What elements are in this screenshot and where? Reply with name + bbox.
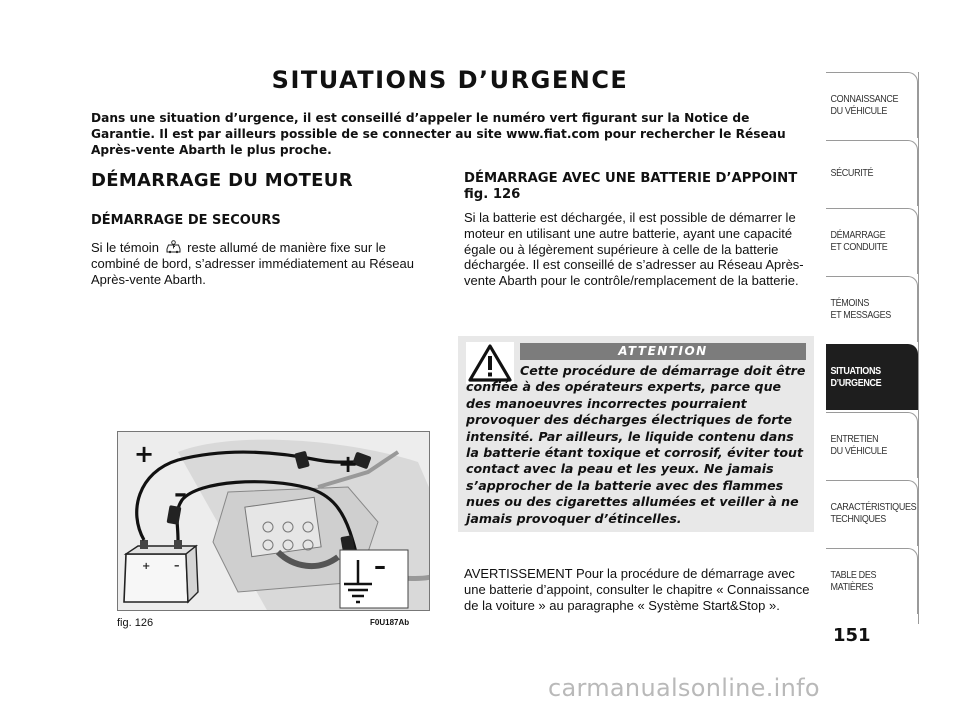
tab-demarrage-et-conduite[interactable] <box>826 208 918 274</box>
booster-minus-mark: – <box>174 559 180 572</box>
start-stop-note: AVERTISSEMENT Pour la procédure de démarrage avec une batterie d’appoint, consulter le chapitre « Connaissance de la voiture » au paragraphe « Système Start&Stop ». <box>464 566 810 613</box>
section-heading-engine-start: DÉMARRAGE DU MOTEUR <box>91 170 353 191</box>
paragraph-end: reste allumé de manière fixe sur le combiné de bord, s’adresser immédiatement au Réseau Après-vente Abarth. <box>91 240 415 287</box>
tab-label: SÉCURITÉ <box>830 167 874 179</box>
positive-sign-left: + <box>134 440 155 468</box>
tab-situations-d-urgence[interactable] <box>826 344 918 410</box>
ground-minus-sign: – <box>374 552 386 580</box>
section-heading-booster-battery: DÉMARRAGE AVEC UNE BATTERIE D’APPOINT fig. 126 <box>464 171 798 202</box>
watermark: carmanualsonline.info <box>548 674 820 702</box>
positive-sign-right: + <box>338 450 359 478</box>
tab-label: ENTRETIEN DU VÉHICULE <box>830 433 888 457</box>
tab-label: CARACTÉRISTIQUES TECHNIQUES <box>830 501 917 525</box>
intro-paragraph: Dans une situation d’urgence, il est conseillé d’appeler le numéro vert figurant sur la Notice de Garantie. Il est par ailleurs possible de se connecter au site www.fiat.com pour rechercher le Réseau Après-vente Abarth le plus proche. <box>91 111 786 157</box>
emergency-start-paragraph <box>91 240 436 287</box>
paragraph-start: Si le témoin <box>91 240 159 255</box>
booster-battery-paragraph: Si la batterie est déchargée, il est possible de démarrer le moteur en utilisant une autre batterie, ayant une capacité égale ou à légèrement supérieure à celle de la batterie déchargée. Il est conseillé de s’adresser au Réseau Après-vente Abarth pour le contrôle/remplacement de la batterie. <box>464 210 804 289</box>
tab-label: TABLE DES MATIÈRES <box>830 569 877 593</box>
warning-text: Cette procédure de démarrage doit être confiée à des opérateurs experts, parce que des manoeuvres incorrectes pourraient provoquer des décharges électriques de forte intensité. Par ailleurs, le liquide contenu dans la batterie étant toxique et corrosif, éviter tout contact avec la peau et les yeux. Ne jamais s’approcher de la batterie avec des flammes nues ou des cigarettes allumées et veiller à ne jamais provoquer d’étincelles. <box>466 363 806 526</box>
warning-box <box>458 336 814 532</box>
negative-sign-left: – <box>174 479 187 509</box>
tab-label: TÉMOINS ET MESSAGES <box>830 297 891 321</box>
booster-plus-mark: + <box>142 561 151 572</box>
tab-entretien-du-vehicule[interactable] <box>826 412 918 478</box>
tab-temoins-et-messages[interactable] <box>826 276 918 342</box>
subheading-emergency-start: DÉMARRAGE DE SECOURS <box>91 213 281 228</box>
immobilizer-car-key-icon <box>165 240 182 254</box>
warning-label: ATTENTION <box>520 343 806 360</box>
tab-table-des-matieres[interactable] <box>826 548 918 614</box>
jump-start-illustration <box>118 432 430 611</box>
figure-code: F0U187Ab <box>370 618 410 627</box>
jump-start-figure <box>117 431 430 611</box>
tab-label: DÉMARRAGE ET CONDUITE <box>830 229 888 253</box>
tab-label: CONNAISSANCE DU VÉHICULE <box>830 93 899 117</box>
figure-caption: fig. 126 <box>117 617 154 629</box>
page-title: SITUATIONS D’URGENCE <box>271 66 629 94</box>
tab-securite[interactable] <box>826 140 918 206</box>
tab-label: SITUATIONS D’URGENCE <box>830 365 882 389</box>
tab-divider <box>918 72 919 624</box>
tab-connaissance-du-vehicule[interactable] <box>826 72 918 138</box>
page-number: 151 <box>833 625 871 646</box>
tab-caracteristiques-techniques[interactable] <box>826 480 918 546</box>
